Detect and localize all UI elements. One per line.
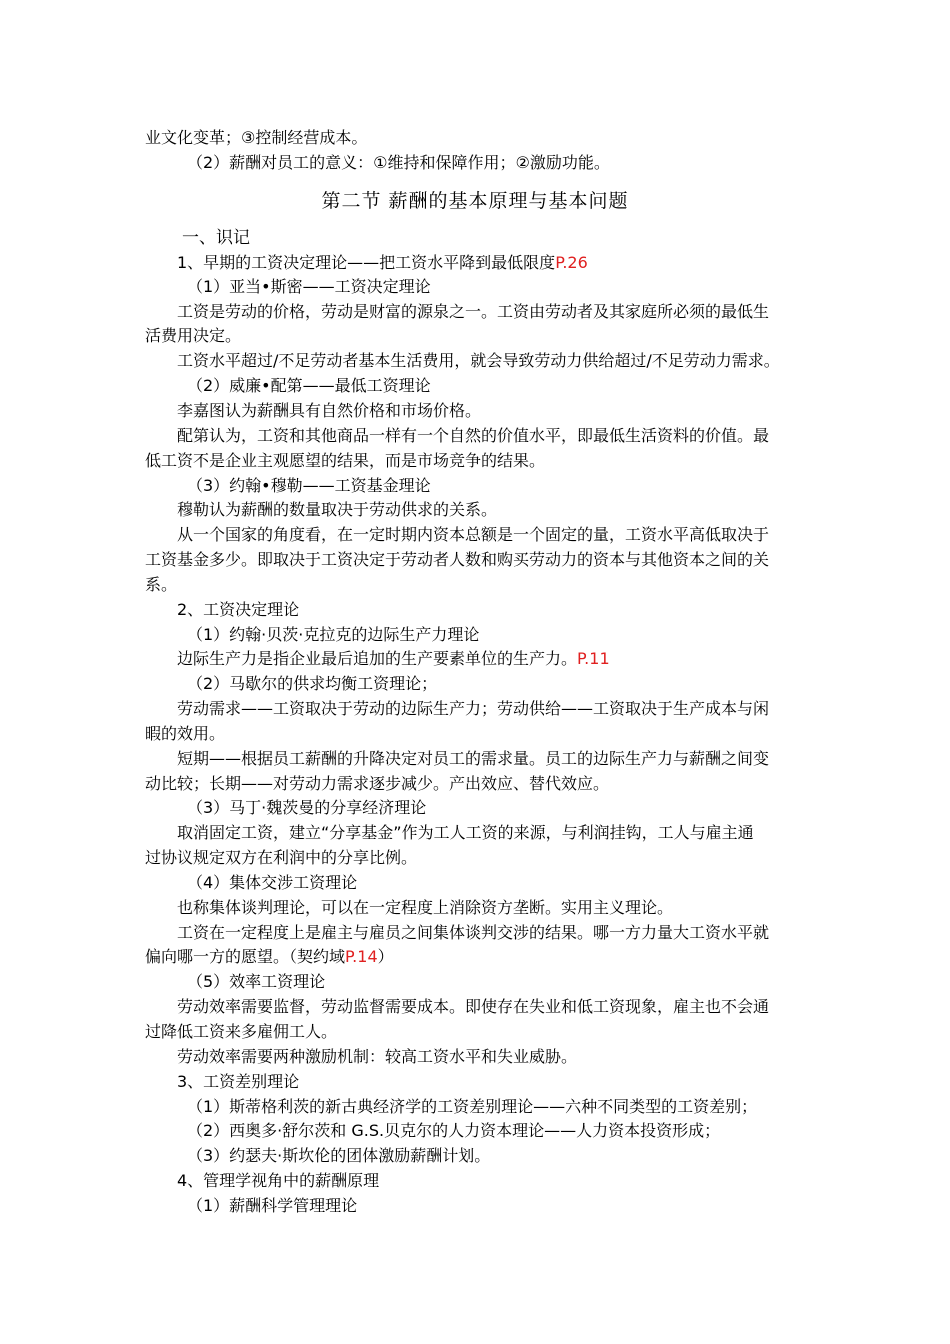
text-line: 过降低工资来多雇佣工人。: [145, 1022, 338, 1041]
text-line: （3）约瑟夫·斯坎伦的团体激励薪酬计划。: [187, 1146, 491, 1165]
text-line: 从一个国家的角度看，在一定时期内资本总额是一个固定的量，工资水平高低取决于: [177, 525, 770, 544]
text-line: 业文化变革；③控制经营成本。: [145, 128, 368, 147]
text-line: （1）斯蒂格利茨的新古典经济学的工资差别理论——六种不同类型的工资差别；: [187, 1097, 758, 1116]
text-line: 工资在一定程度上是雇主与雇员之间集体谈判交涉的结果。哪一方力量大工资水平就: [177, 923, 770, 942]
text-line: （5）效率工资理论: [187, 972, 326, 991]
text-line: 工资水平超过/不足劳动者基本生活费用，就会导致劳动力供给超过/不足劳动力需求。: [177, 351, 780, 370]
text-line: 取消固定工资，建立“分享基金”作为工人工资的来源，与利润挂钩，工人与雇主通: [177, 823, 754, 842]
text-line: 也称集体谈判理论，可以在一定程度上消除资方垄断。实用主义理论。: [177, 898, 674, 917]
text-line: 暇的效用。: [145, 724, 226, 743]
text-line: 工资是劳动的价格，劳动是财富的源泉之一。工资由劳动者及其家庭所必须的最低生: [177, 302, 770, 321]
text-line: 1、早期的工资决定理论——把工资水平降到最低限度P.26: [177, 253, 588, 272]
text-line: 过协议规定双方在利润中的分享比例。: [145, 848, 418, 867]
subsection-title: 一、识记: [182, 228, 250, 248]
page-reference: P.26: [555, 253, 588, 272]
text-line: 工资基金多少。即取决于工资决定于劳动者人数和购买劳动力的资本与其他资本之间的关: [145, 550, 770, 569]
text-line: 穆勒认为薪酬的数量取决于劳动供求的关系。: [177, 500, 498, 519]
page-reference: P.14: [345, 947, 378, 966]
text-line: （2）薪酬对员工的意义：①维持和保障作用；②激励功能。: [187, 153, 610, 172]
text-line: 边际生产力是指企业最后追加的生产要素单位的生产力。P.11: [177, 649, 610, 668]
text-line: 劳动效率需要两种激励机制：较高工资水平和失业威胁。: [177, 1047, 578, 1066]
text-line: （3）马丁·魏茨曼的分享经济理论: [187, 798, 427, 817]
text-line: 系。: [145, 575, 178, 594]
text-line: （2）威廉•配第——最低工资理论: [187, 376, 431, 395]
text-line: （1）亚当•斯密——工资决定理论: [187, 277, 431, 296]
text-line: （3）约翰•穆勒——工资基金理论: [187, 476, 431, 495]
text-line: （2）西奥多·舒尔茨和 G.S.贝克尔的人力资本理论——人力资本投资形成；: [187, 1121, 721, 1140]
text-line: 2、工资决定理论: [177, 600, 300, 619]
text-line: 3、工资差别理论: [177, 1072, 300, 1091]
text-line: 偏向哪一方的愿望。（契约域P.14）: [145, 947, 394, 966]
page-reference: P.11: [577, 649, 610, 668]
text-line: （2）马歇尔的供求均衡工资理论；: [187, 674, 438, 693]
text-line: 劳动效率需要监督，劳动监督需要成本。即使存在失业和低工资现象，雇主也不会通: [177, 997, 770, 1016]
text-line: 动比较；长期——对劳动力需求逐步减少。产出效应、替代效应。: [145, 774, 610, 793]
section-heading: 第二节 薪酬的基本原理与基本问题: [321, 190, 629, 212]
text-line: 配第认为，工资和其他商品一样有一个自然的价值水平，即最低生活资料的价值。最: [177, 426, 770, 445]
text-line: 低工资不是企业主观愿望的结果，而是市场竞争的结果。: [145, 451, 546, 470]
text-line: 劳动需求——工资取决于劳动的边际生产力；劳动供给——工资取决于生产成本与闲: [177, 699, 770, 718]
text-line: （1）约翰·贝茨·克拉克的边际生产力理论: [187, 625, 480, 644]
text-line: （4）集体交涉工资理论: [187, 873, 358, 892]
text-line: （1）薪酬科学管理理论: [187, 1196, 358, 1215]
text-line: 李嘉图认为薪酬具有自然价格和市场价格。: [177, 401, 482, 420]
text-line: 4、管理学视角中的薪酬原理: [177, 1171, 380, 1190]
text-line: 短期——根据员工薪酬的升降决定对员工的需求量。员工的边际生产力与薪酬之间变: [177, 749, 770, 768]
text-line: 活费用决定。: [145, 326, 242, 345]
